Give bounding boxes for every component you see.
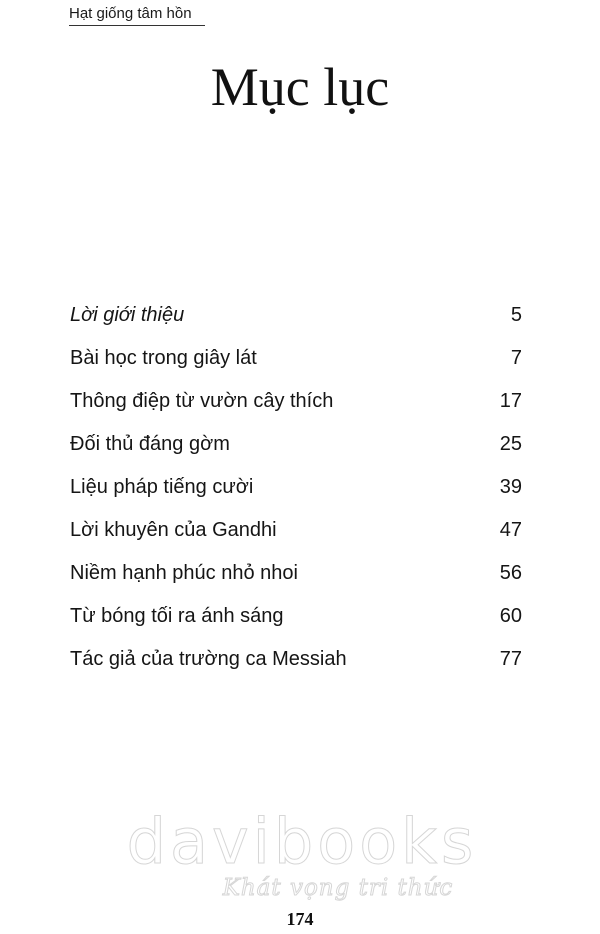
running-header: Hạt giống tâm hồn	[69, 5, 192, 22]
toc-entry[interactable]	[70, 300, 522, 343]
toc-entry-title: Bài học trong giây lát	[70, 347, 257, 369]
toc-entry[interactable]	[70, 343, 522, 386]
toc-entry-page: 56	[499, 562, 522, 584]
toc-entry-page: 7	[510, 347, 522, 369]
toc-entry-title: Đối thủ đáng gờm	[70, 433, 230, 455]
watermark-logo: davibooks	[126, 805, 478, 878]
toc-entry[interactable]	[70, 601, 522, 644]
toc-entry-page: 47	[499, 519, 522, 541]
toc-entry-title: Liệu pháp tiếng cười	[70, 476, 254, 498]
toc-entry-page: 39	[499, 476, 522, 498]
toc-entry[interactable]	[70, 386, 522, 429]
page-title: Mục lục	[210, 57, 390, 117]
toc-entry[interactable]	[70, 472, 522, 515]
toc-entry-title: Tác giả của trường ca Messiah	[70, 648, 347, 670]
toc-entry-title: Thông điệp từ vườn cây thích	[70, 390, 334, 412]
toc-entry-title: Niềm hạnh phúc nhỏ nhoi	[70, 562, 298, 584]
toc-entry-title: Từ bóng tối ra ánh sáng	[70, 605, 284, 627]
watermark-tagline: Khát vọng tri thức	[222, 875, 454, 901]
toc-entry[interactable]	[70, 429, 522, 472]
toc-entry[interactable]	[70, 515, 522, 558]
toc-entry-page: 60	[499, 605, 522, 627]
toc-entry-page: 17	[499, 390, 522, 412]
toc-entry[interactable]	[70, 644, 522, 687]
toc-entry-page: 5	[510, 304, 522, 326]
page-number: 174	[286, 909, 314, 929]
toc-entry[interactable]	[70, 558, 522, 601]
header-underline	[69, 25, 205, 26]
table-of-contents	[70, 300, 522, 687]
toc-entry-title: Lời giới thiệu	[70, 304, 185, 326]
toc-entry-title: Lời khuyên của Gandhi	[70, 519, 277, 541]
toc-entry-page: 25	[499, 433, 522, 455]
toc-entry-page: 77	[499, 648, 522, 670]
